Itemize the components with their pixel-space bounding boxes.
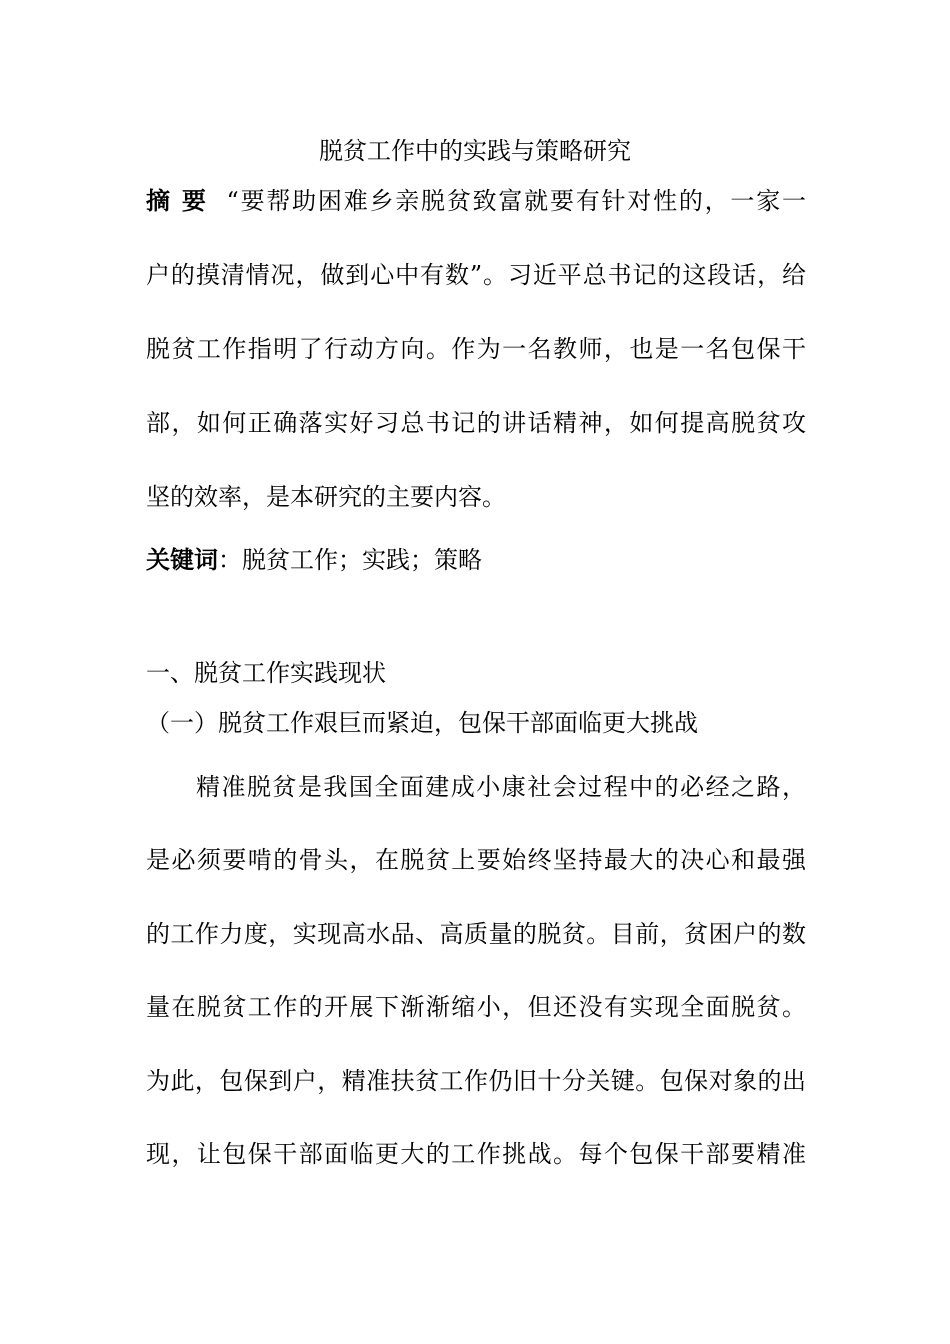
document-title: 脱贫工作中的实践与策略研究 bbox=[319, 137, 631, 165]
abstract-line-1 bbox=[146, 186, 806, 216]
abstract-label: 摘 要 bbox=[146, 187, 208, 215]
abstract-line-4: 部，如何正确落实好习总书记的讲话精神，如何提高脱贫攻 bbox=[146, 409, 806, 437]
paragraph-line-3: 的工作力度，实现高水品、高质量的脱贫。目前，贫困户的数 bbox=[146, 920, 806, 948]
paragraph-line-5: 为此，包保到户，精准扶贫工作仍旧十分关键。包保对象的出 bbox=[146, 1067, 806, 1095]
paragraph-line-1: 精准脱贫是我国全面建成小康社会过程中的必经之路， bbox=[196, 773, 806, 801]
keywords-line bbox=[146, 545, 806, 575]
section-heading: 一、脱贫工作实践现状 bbox=[146, 659, 386, 687]
abstract-line-2: 户的摸清情况，做到心中有数”。习近平总书记的这段话，给 bbox=[146, 261, 806, 289]
abstract-text-1: “要帮助困难乡亲脱贫致富就要有针对性的，一家一 bbox=[226, 187, 806, 215]
paragraph-line-4: 量在脱贫工作的开展下渐渐缩小，但还没有实现全面脱贫。 bbox=[146, 993, 806, 1021]
abstract-line-3: 脱贫工作指明了行动方向。作为一名教师，也是一名包保干 bbox=[146, 335, 806, 363]
abstract-line-5: 坚的效率，是本研究的主要内容。 bbox=[146, 483, 506, 511]
paragraph-line-2: 是必须要啃的骨头，在脱贫上要始终坚持最大的决心和最强 bbox=[146, 846, 806, 874]
section-subheading: （一）脱贫工作艰巨而紧迫，包保干部面临更大挑战 bbox=[146, 709, 698, 737]
keywords-text: ：脱贫工作；实践；策略 bbox=[218, 546, 482, 574]
paragraph-line-6: 现，让包保干部面临更大的工作挑战。每个包保干部要精准 bbox=[146, 1140, 806, 1168]
keywords-label: 关键词 bbox=[146, 546, 218, 574]
